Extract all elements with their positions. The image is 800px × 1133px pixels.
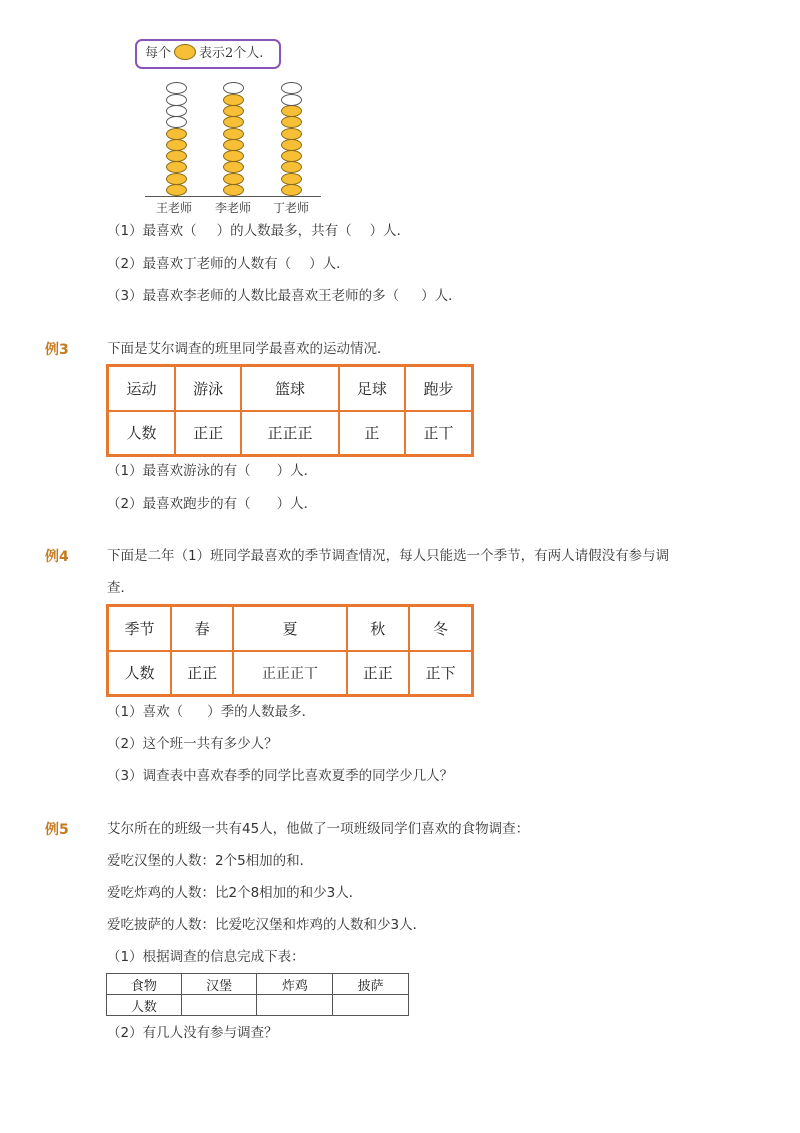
table-header: 炸鸡 bbox=[257, 974, 333, 995]
food-survey-table bbox=[106, 973, 409, 1016]
filled-bead bbox=[223, 94, 244, 106]
filled-bead bbox=[281, 173, 302, 185]
filled-bead bbox=[281, 139, 302, 151]
filled-bead bbox=[166, 139, 187, 151]
example-5-line-4: 爱吃披萨的人数：比爱吃汉堡和炸鸡的人数和少3人． bbox=[107, 917, 427, 933]
table-header: 秋 bbox=[347, 606, 409, 651]
sports-tally-table bbox=[106, 364, 474, 457]
example-5-line-2: 爱吃汉堡的人数：2个5相加的和． bbox=[107, 853, 314, 869]
filled-bead bbox=[166, 184, 187, 196]
table-cell: 正正正 bbox=[241, 411, 338, 456]
filled-bead bbox=[281, 128, 302, 140]
teacher-label-li: 李老师 bbox=[215, 201, 252, 215]
example-4-label: 例4 bbox=[45, 549, 69, 565]
empty-bead bbox=[166, 105, 187, 117]
example-3-question-2: （2）最喜欢跑步的有（ ）人． bbox=[107, 496, 318, 512]
table-header: 季节 bbox=[108, 606, 171, 651]
pictograph-axis bbox=[145, 196, 321, 197]
season-tally-table bbox=[106, 604, 474, 697]
example-4-text-1: 下面是二年（1）班同学最喜欢的季节调查情况，每人只能选一个季节，有两人请假没有参与调 bbox=[107, 548, 670, 564]
answer-cell-pizza[interactable] bbox=[333, 995, 409, 1016]
filled-bead bbox=[223, 139, 244, 151]
table-header: 游泳 bbox=[175, 366, 241, 411]
table-cell: 人数 bbox=[108, 411, 175, 456]
filled-bead bbox=[281, 105, 302, 117]
filled-bead bbox=[166, 128, 187, 140]
table-header: 运动 bbox=[108, 366, 175, 411]
filled-bead bbox=[223, 184, 244, 196]
example-5-line-3: 爱吃炸鸡的人数：比2个8相加的和少3人． bbox=[107, 885, 363, 901]
filled-bead bbox=[166, 161, 187, 173]
table-cell: 人数 bbox=[108, 651, 171, 696]
table-cell: 正正正丅 bbox=[233, 651, 346, 696]
filled-bead bbox=[223, 116, 244, 128]
table-header: 夏 bbox=[233, 606, 346, 651]
table-cell: 正正 bbox=[171, 651, 233, 696]
question-top-3: （3）最喜欢李老师的人数比最喜欢王老师的多（ ）人． bbox=[107, 288, 462, 304]
table-header: 食物 bbox=[107, 974, 182, 995]
filled-bead bbox=[166, 150, 187, 162]
table-cell: 正 bbox=[339, 411, 405, 456]
example-5-line-5: （1）根据调查的信息完成下表： bbox=[107, 949, 305, 965]
empty-bead bbox=[281, 94, 302, 106]
filled-bead bbox=[223, 173, 244, 185]
filled-bead bbox=[281, 161, 302, 173]
filled-bead bbox=[223, 128, 244, 140]
example-3-label: 例3 bbox=[45, 342, 69, 358]
example-4-question-2: （2）这个班一共有多少人？ bbox=[107, 736, 278, 752]
filled-bead bbox=[281, 150, 302, 162]
table-cell: 正正 bbox=[347, 651, 409, 696]
table-header: 篮球 bbox=[241, 366, 338, 411]
teacher-label-wang: 王老师 bbox=[156, 201, 193, 215]
example-4-question-3: （3）调查表中喜欢春季的同学比喜欢夏季的同学少几人？ bbox=[107, 768, 454, 784]
empty-bead bbox=[166, 94, 187, 106]
table-cell: 正下 bbox=[409, 651, 472, 696]
table-cell: 正正 bbox=[175, 411, 241, 456]
table-header: 跑步 bbox=[405, 366, 472, 411]
filled-bead bbox=[223, 150, 244, 162]
empty-bead bbox=[166, 116, 187, 128]
filled-bead bbox=[223, 161, 244, 173]
table-header: 汉堡 bbox=[181, 974, 257, 995]
example-3-text: 下面是艾尔调查的班里同学最喜欢的运动情况． bbox=[107, 341, 391, 357]
question-top-1: （1）最喜欢（ ）的人数最多，共有（ ）人． bbox=[107, 223, 411, 239]
example-5-label: 例5 bbox=[45, 822, 69, 838]
example-5-question-2: （2）有几人没有参与调查？ bbox=[107, 1025, 278, 1041]
table-header: 春 bbox=[171, 606, 233, 651]
table-header: 足球 bbox=[339, 366, 405, 411]
legend-prefix: 每个 bbox=[145, 46, 172, 61]
answer-cell-fried-chicken[interactable] bbox=[257, 995, 333, 1016]
filled-bead bbox=[166, 173, 187, 185]
table-header: 冬 bbox=[409, 606, 472, 651]
example-3-question-1: （1）最喜欢游泳的有（ ）人． bbox=[107, 463, 318, 479]
filled-bead bbox=[281, 184, 302, 196]
example-5-line-1: 艾尔所在的班级一共有45人，他做了一项班级同学们喜欢的食物调查： bbox=[107, 821, 530, 837]
answer-cell-hamburger[interactable] bbox=[181, 995, 257, 1016]
example-4-question-1: （1）喜欢（ ）季的人数最多． bbox=[107, 704, 316, 720]
table-cell: 正丅 bbox=[405, 411, 472, 456]
oval-symbol-icon bbox=[174, 44, 196, 60]
pictograph-legend bbox=[135, 39, 281, 69]
table-header: 披萨 bbox=[333, 974, 409, 995]
empty-bead bbox=[223, 82, 244, 94]
empty-bead bbox=[281, 82, 302, 94]
filled-bead bbox=[281, 116, 302, 128]
legend-suffix: 表示2个人. bbox=[199, 46, 264, 61]
filled-bead bbox=[223, 105, 244, 117]
example-4-text-2: 查． bbox=[107, 580, 134, 596]
empty-bead bbox=[166, 82, 187, 94]
table-cell: 人数 bbox=[107, 995, 182, 1016]
question-top-2: （2）最喜欢丁老师的人数有（ ）人． bbox=[107, 256, 350, 272]
teacher-label-ding: 丁老师 bbox=[273, 201, 310, 215]
